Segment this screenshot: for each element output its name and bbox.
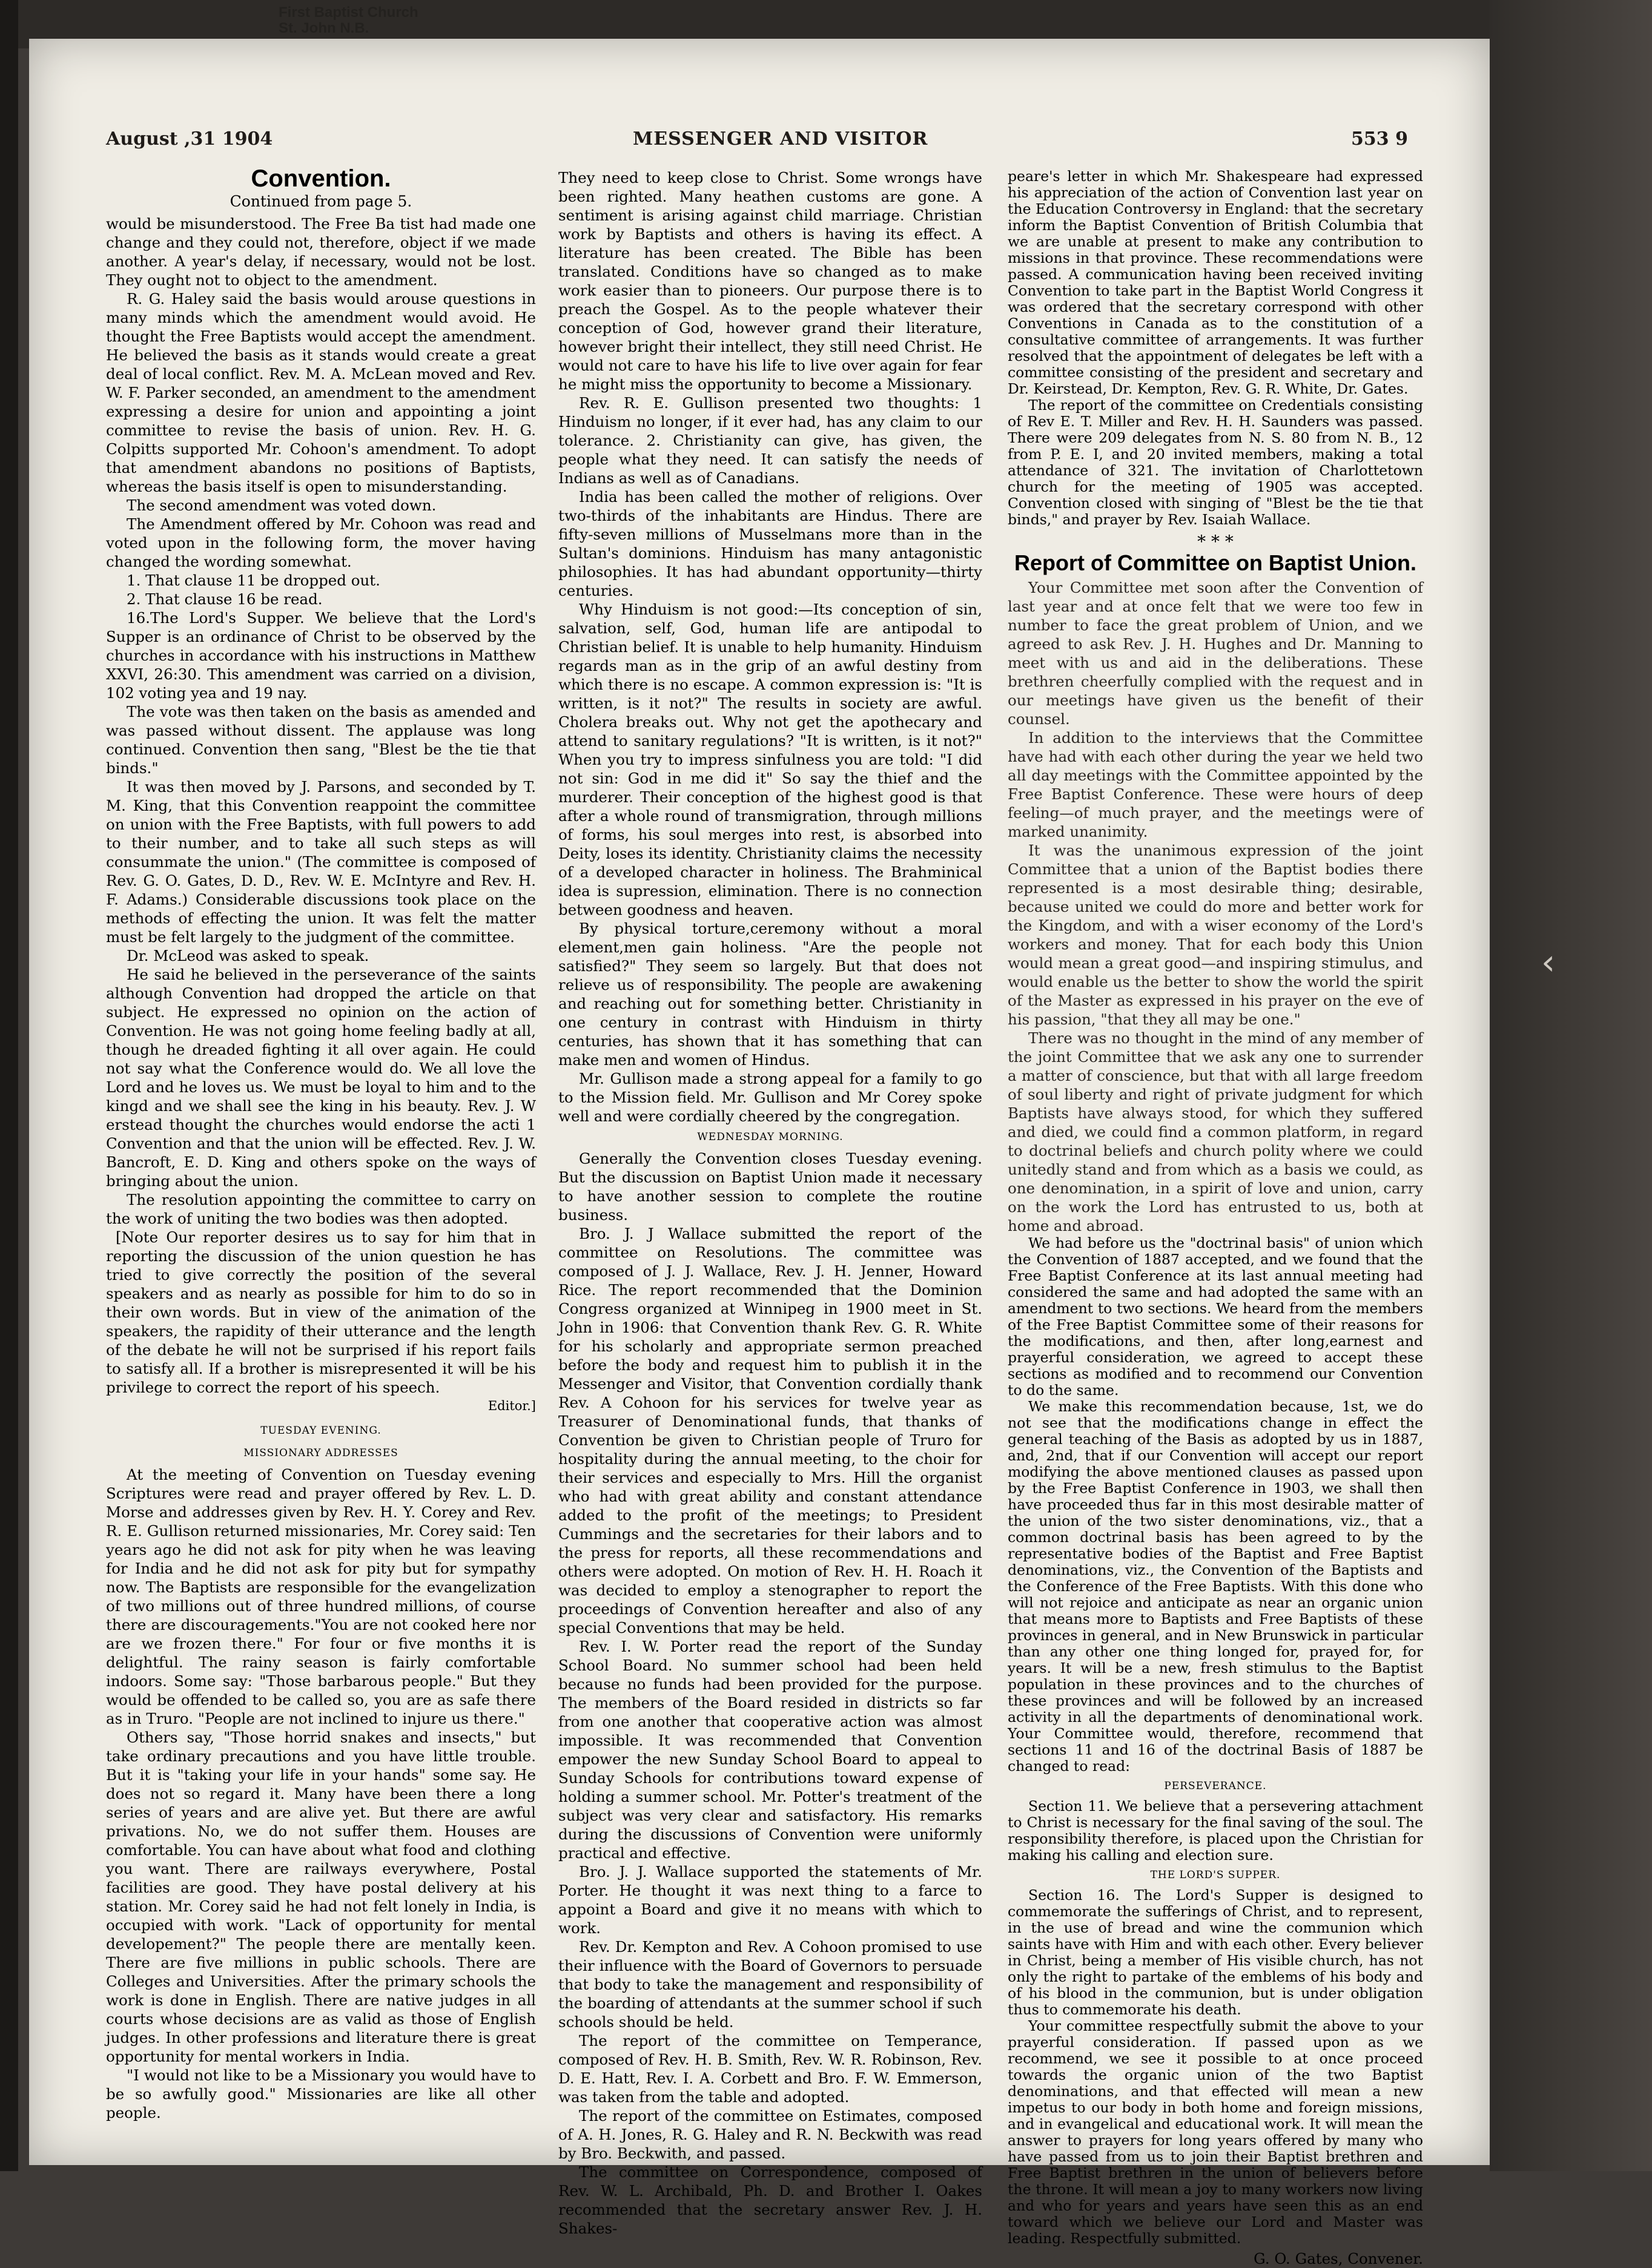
section-heading: THE LORD'S SUPPER. <box>1150 1869 1281 1881</box>
article-title: Convention. <box>251 165 391 192</box>
stamp-line-2: St. John N.B. <box>279 20 369 36</box>
paragraph: We make this recommendation because, 1st, we do not see that the modifications change in effect the general teaching of the Basis as adopted by us in 1887, and, 2nd, that if our Convention will accept our report modifying the above mentioned clauses as passed upon by the Free Baptist Conference in 1903, we shall then have proceeded thus far in this most desirable matter of the union of the two sister denominations, viz., that a common doctrinal basis has been agreed to by the representative bodies of the Baptist and Free Baptist denominations, viz., the Convention of the Baptists and the Conference of the Free Baptists. With this done who will not rejoice and anticipate as near an organic union that means more to Baptists and Free Baptists of these provinces in general, and in New Brunswick in particular than any other one thing longed for, prayed for, for years. It will be a new, fresh stimulus to the Baptist population in these provinces and to the churches of these provinces and will be followed by an increased activity in all the departments of denominational work. Your Committee would, therefore, recommend that sections 11 and 16 of the doctrinal Basis of 1887 be changed to read: <box>1008 1398 1423 1775</box>
paragraph: The resolution appointing the committee to carry on the work of uniting the two bodies was then adopted. <box>106 1191 536 1227</box>
paragraph: Your committee respectfully submit the above to your prayerful consideration. If passed upon as we recommend, we see it possible to at once proceed towards the organic union of the two Baptist denominations, and that effected will mean a new impetus to our body in both home and foreign missions, and in evangelical and educational work. It will mean the answer to prayers for long years offered by many who have passed from us to join their Baptist brethren and Free Baptist brethren in the union of believers before the throne. It will mean a joy to many workers now living and who for years and years have seen this as an end toward which we believe our Lord and Master was leading. Respectfully submitted. <box>1008 2017 1423 2247</box>
paragraph: Bro. J. J Wallace submitted the report of the committee on Resolutions. The committee was composed of J. J. Wallace, Rev. J. H. Jenner, Howard Rice. The report recommended that the Dominion Congress organized at Winnipeg in 1900 meet in St. John in 1906: that Convention thank Rev. G. R. White for his scholarly and appropriate sermon preached before the body and request him to publish it in the Messenger and Visitor, that Convention cordially thank Rev. A Cohoon for his services for twelve year as Treasurer of Denominational funds, that thanks of Convention be given to Christian people of Truro for hospitality during the annual meeting, to the choir for their services and especially to Mrs. Hill the organist who had with great ability and constant attendance added to the profit of the meetings; to President Cummings and the secretaries for their labors and to the press for reports, all these recommendations and others were adopted. On motion of Rev. H. H. Roach it was decided to employ a stenographer to report the proceedings of Convention hereafter and also of any special Conventions that may be held. <box>558 1225 982 1637</box>
section-heading: TUESDAY EVENING. <box>260 1425 382 1437</box>
note-text: [Note Our reporter desires us to say for him that in reporting the discussion of the union question he has tried to give correctly the position of the several speakers and as nearly as possible for him to do so in their own words. But in view of the animation of the speakers, the rapidity of their utterance and the length of the debate he will not be surprised if his report fails to satisfy all. If a brother is misrepresented it will be his privilege to correct the report of his speech. <box>106 1228 536 1396</box>
paragraph: He said he believed in the perseverance of the saints although Convention had dropped the article on that subject. He expressed no opinion on the action of Convention. He was not going home feeling badly at all, though he dreaded fighting it all over again. He could not say what the Conference would do. We all love the Lord and he loves us. We must be loyal to him and to the kingd and we shall see the king in his beauty. Rev. J. W erstead thought the churches would endorse the acti 1 Convention and that the union will be effected. Rev. J. W. Bancroft, E. D. King and others spoke on the ways of bringing about the union. <box>106 966 536 1190</box>
header-paper-title: MESSENGER AND VISITOR <box>633 128 928 150</box>
paragraph: It was the unanimous expression of the joint Committee that a union of the Baptist bodies there represented is a most desirable thing; desirable, because united we could do more and better work for the Kingdom, and with a wiser economy of the Lord's workers and money. That for each body this Union would mean a great good—and inspiring stimulus, and would enable us the better to show the world the spirit of the Master as expressed in his prayer on the eve of his passion, "that they all may be one." <box>1008 842 1423 1028</box>
section-heading: PERSEVERANCE. <box>1164 1780 1267 1792</box>
paragraph: Why Hinduism is not good:—Its conception of sin, salvation, self, God, human life are antipodal to Christian belief. It is unable to help humanity. Hinduism regards man as in the grip of an awful destiny from which there is no escape. A common expression is: "It is written, is it not?" The results in society are awful. Cholera breaks out. Why not get the apothecary and attend to sanitary regulations? "It is written, is it not?" When you try to impress sinfulness you are told: "I did not sin: God in me did it" So say the thief and the murderer. Their conception of the highest good is that after a whole round of transmigration, through millions of forms, his soul merges into rest, is absorbed into Deity, loses its identity. Christianity claims the necessity of a developed character in holiness. The Brahminical idea is supression, elimination. There is no connection between goodness and heaven. <box>558 601 982 918</box>
paragraph: In addition to the interviews that the Committee have had with each other during the year we held two all day meetings with the Committee appointed by the Free Baptist Conference. These were hours of deep feeling—of much prayer, and the meetings were of marked unanimity. <box>1008 729 1423 840</box>
section-heading: WEDNESDAY MORNING. <box>697 1131 844 1143</box>
library-stamp <box>279 5 521 36</box>
paragraph: The Amendment offered by Mr. Cohoon was read and voted upon in the following form, the mover having changed the wording somewhat. <box>106 515 536 570</box>
paragraph: R. G. Haley said the basis would arouse questions in many minds which the amendment would avoid. He thought the Free Baptists would accept the amendment. He believed the basis as it stands would create a great deal of local conflict. Rev. M. A. McLean moved and Rev. W. F. Parker seconded, an amendment to the amendment expressing a desire for union and appointing a joint committee to revise the basis of union. Rev. H. G. Colpitts supported Mr. Cohoon's amendment. To adopt that amendment abandons no positions of Baptists, whereas the basis itself is open to misunderstanding. <box>106 290 536 495</box>
header-page-number: 553 9 <box>1351 128 1408 150</box>
paragraph: The vote was then taken on the basis as amended and was passed without dissent. The applause was long continued. Convention then sang, "Blest be the tie that binds." <box>106 703 536 777</box>
paragraph: The committee on Correspondence, composed of Rev. W. L. Archibald, Ph. D. and Brother I. Oakes recommended that the secretary answer Rev. J. H. Shakes- <box>558 2163 982 2237</box>
paragraph: Section 16. The Lord's Supper is designed to commemorate the sufferings of Christ, and to represent, in the use of bread and wine the communion which saints have with Him and with each other. Every believer in Christ, being a member of His visible church, has not only the right to partake of the emblems of his body and of his blood in the communion, but is under obligation thus to commemorate his death. <box>1008 1887 1423 2018</box>
paragraph: peare's letter in which Mr. Shakespeare had expressed his appreciation of the action of Convention last year on the Education Controversy in England: that the secretary inform the Baptist Convention of British Columbia that we are unable at present to make any contribution to missions in that province. These recommendations were passed. A communication having been received inviting Convention to take part in the Baptist World Congress it was ordered that the secretary correspond with other Conventions in Canada as to the constitution of a consultative committee of arrangements. It was further resolved that the appointment of delegates be left with a committee consisting of the president and secretary and Dr. Keirstead, Dr. Kempton, Rev. G. R. White, Dr. Gates. <box>1008 168 1423 397</box>
paragraph: It was then moved by J. Parsons, and seconded by T. M. King, that this Convention reappoint the committee on union with the Free Baptists, with full powers to add to their number, and to take all such steps as will consummate the union." (The committee is composed of Rev. G. O. Gates, D. D., Rev. W. E. McIntyre and Rev. H. F. Adams.) Considerable discussions took place on the methods of effecting the union. It was felt the matter must be felt largely to the judgment of the committee. <box>106 778 536 946</box>
paragraph: The report of the committee on Credentials consisting of Rev E. T. Miller and Rev. H. H. Saunders was passed. There were 209 delegates from N. S. 80 from N. B., 12 from P. E. I, and 20 invited members, making a total attendance of 321. The invitation of Charlottetown church for the meeting of 1905 was accepted. Convention closed with singing of "Blest be the tie that binds," and prayer by Rev. Isaiah Wallace. <box>1008 397 1423 528</box>
continued-note: Continued from page 5. <box>230 193 412 210</box>
stamp-line-1: First Baptist Church <box>279 4 418 21</box>
paragraph: Others say, "Those horrid snakes and insects," but take ordinary precautions and you have little trouble. But it is "taking your life in your hands" some say. He does not so regard it. Many have been there a long series of years and are alive yet. But there are awful privations. No, we do not suffer them. Houses are comfortable. You can have about what food and clothing you want. There are railways everywhere, Postal facilities are good. They have postal delivery at his station. Mr. Corey said he had not felt lonely in India, is occupied with work. "Lack of opportunity for mental developement?" The people there are mentally keen. There are five millions in public schools. There are Colleges and Universities. After the primary schools the work is done in English. There are native judges in all courts whose decisions are as valid as those of English judges. In other professions and literature there is great opportunity for mental workers in India. <box>106 1729 536 2065</box>
editor-note <box>106 1228 536 1416</box>
paragraph: Rev. Dr. Kempton and Rev. A Cohoon promised to use their influence with the Board of Governors to persuade that body to take the management and responsibility of the boarding of attendants at the summer school if such schools should be held. <box>558 1938 982 2031</box>
report-title: Report of Committee on Baptist Union. <box>1014 550 1416 575</box>
column-3 <box>1008 168 1423 2268</box>
paragraph: They need to keep close to Christ. Some wrongs have been righted. Many heathen customs are gone. A sentiment is arising against child marriage. Christian work by Baptists and others is having its effect. A literature has been created. The Bible has been translated. Conditions have so changed as to make work easier than to pioneers. Our purpose there is to preach the Gospel. As to the people whatever their conception of God, however grand their literature, however bright their intellect, they still need Christ. He would not care to have his life to live over again for fear he might miss the opportunity to become a Missionary. <box>558 169 982 393</box>
paragraph: Generally the Convention closes Tuesday evening. But the discussion on Baptist Union made it necessary to have another session to complete the routine business. <box>558 1150 982 1224</box>
paragraph: 16.The Lord's Supper. We believe that the Lord's Supper is an ordinance of Christ to be observed by the churches in accordance with his instructions in Matthew XXVI, 26:30. This amendment was carried on a division, 102 voting yea and 19 nay. <box>106 609 536 702</box>
page-header <box>106 128 1408 154</box>
paragraph: Section 11. We believe that a persevering attachment to Christ is necessary for the final saving of the soul. The responsibility therefore, is placed upon the Christian for making his calling and election sure. <box>1008 1798 1423 1864</box>
film-edge <box>0 0 18 2171</box>
paragraph: There was no thought in the mind of any member of the joint Committee that we ask any one to surrender a matter of conscience, but that with all large freedom of soul liberty and right of private judgment for which Baptists have always stood, for which they suffered and died, we could find a common platform, in regard to doctrinal beliefs and church polity where we could unitedly stand and from which as a basis we could, as one denomination, in a spirit of love and union, carry on the work the Lord has entrusted to us, both at home and abroad. <box>1008 1029 1423 1235</box>
section-subheading: MISSIONARY ADDRESSES <box>243 1447 398 1459</box>
paragraph: 2. That clause 16 be read. <box>127 590 323 608</box>
paragraph: Dr. McLeod was asked to speak. <box>127 947 369 964</box>
column-1 <box>106 165 536 2122</box>
paragraph: The second amendment was voted down. <box>127 496 437 514</box>
paragraph: India has been called the mother of religions. Over two-thirds of the inhabitants are Hindus. There are fifty-seven millions of Musselmans more than in the Sultan's dominions. Hinduism has many antagonistic philosophies. It has had abundant opportunity—thirty centuries. <box>558 488 982 599</box>
margin-mark-icon: ‹ <box>1541 941 1556 983</box>
paragraph: The report of the committee on Temperance, composed of Rev. H. B. Smith, Rev. W. R. Robinson, Rev. D. E. Hatt, Rev. I. A. Corbett and Bro. F. W. Emmerson, was taken from the table and adopted. <box>558 2032 982 2106</box>
paragraph: 1. That clause 11 be dropped out. <box>127 572 380 589</box>
right-margin <box>1490 0 1652 2171</box>
paragraph: By physical torture,ceremony without a moral element,men gain holiness. "Are the people not satisfied?" They seem so largely. But that does not relieve us of responsibility. The people are awakening and reaching out for something better. Christianity in one century in contrast with Hinduism in thirty centuries, has shown that it has something that can make men and women of Hindus. <box>558 920 982 1069</box>
section-divider: * * * <box>1197 532 1234 552</box>
signature: G. O. Gates, Convener. <box>1254 2250 1423 2267</box>
paragraph: The report of the committee on Estimates, composed of A. H. Jones, R. G. Haley and R. N. Beckwith was read by Bro. Beckwith, and passed. <box>558 2107 982 2162</box>
paragraph: Rev. I. W. Porter read the report of the Sunday School Board. No summer school had been held because no funds had been provided for the purpose. The members of the Board resided in districts so far from one another that cooperative action was almost impossible. It was recommended that Convention empower the new Sunday School Board to appeal to Sunday Schools for contributions toward expense of holding a summer school. Mr. Potter's treatment of the subject was very clear and satisfactory. His remarks during the discussions of Convention were uniformly practical and effective. <box>558 1638 982 1862</box>
paragraph: We had before us the "doctrinal basis" of union which the Convention of 1887 accepted, and we found that the Free Baptist Conference at its last annual meeting had considered the same and had adopted the same with an amendment to two sections. We heard from the members of the Free Baptist Committee some of their reasons for the modifications, and then, after long,earnest and prayerful consideration, we agreed to accept these sections as modified and to recommend our Convention to do the same. <box>1008 1235 1423 1399</box>
header-date: August ,31 1904 <box>106 128 273 150</box>
editor-signoff: Editor.] <box>487 1399 536 1413</box>
paragraph: "I would not like to be a Missionary you would have to be so awfully good." Missionaries are like all other people. <box>106 2066 536 2121</box>
paragraph: Bro. J. J. Wallace supported the statements of Mr. Porter. He thought it was next thing to a farce to appoint a Board and give it no means with which to work. <box>558 1863 982 1937</box>
paragraph: At the meeting of Convention on Tuesday evening Scriptures were read and prayer offered by Rev. L. D. Morse and addresses given by Rev. H. Y. Corey and Rev. R. E. Gullison returned missionaries, Mr. Corey said: Ten years ago he did not ask for pity when he was leaving for India and he did not ask for pity but for sympathy now. The Baptists are responsible for the evangelization of two millions out of three hundred millions, of course there are discouragements."You are not cooked here nor are we frozen there." For four or five months it is delightful. The rainy season is fairly comfortable indoors. Some say: "Those barbarous people." But they would be offended to be called so, you are as safe there as in Truro. "People are not inclined to injure us there." <box>106 1466 536 1727</box>
paragraph: Your Committee met soon after the Convention of last year and at once felt that we were too few in number to face the great problem of Union, and we agreed to ask Rev. J. H. Hughes and Dr. Manning to meet with us and aid in the deliberations. These brethren cheerfully complied with the request and in our meetings have given us the benefit of their counsel. <box>1008 579 1423 728</box>
paragraph: Rev. R. E. Gullison presented two thoughts: 1 Hinduism no longer, if it ever had, has any claim to our tolerance. 2. Christianity can give, has given, the people what they need. It can satisfy the needs of Indians as well as of Canadians. <box>558 394 982 487</box>
column-2 <box>558 168 982 2238</box>
paragraph: Mr. Gullison made a strong appeal for a family to go to the Mission field. Mr. Gullison and Mr Corey spoke well and were cordially cheered by the congregation. <box>558 1070 982 1125</box>
paragraph: would be misunderstood. The Free Ba tist had made one change and they could not, therefore, object if we made another. A year's delay, if necessary, would not be lost. They ought not to object to the amendment. <box>106 215 536 289</box>
